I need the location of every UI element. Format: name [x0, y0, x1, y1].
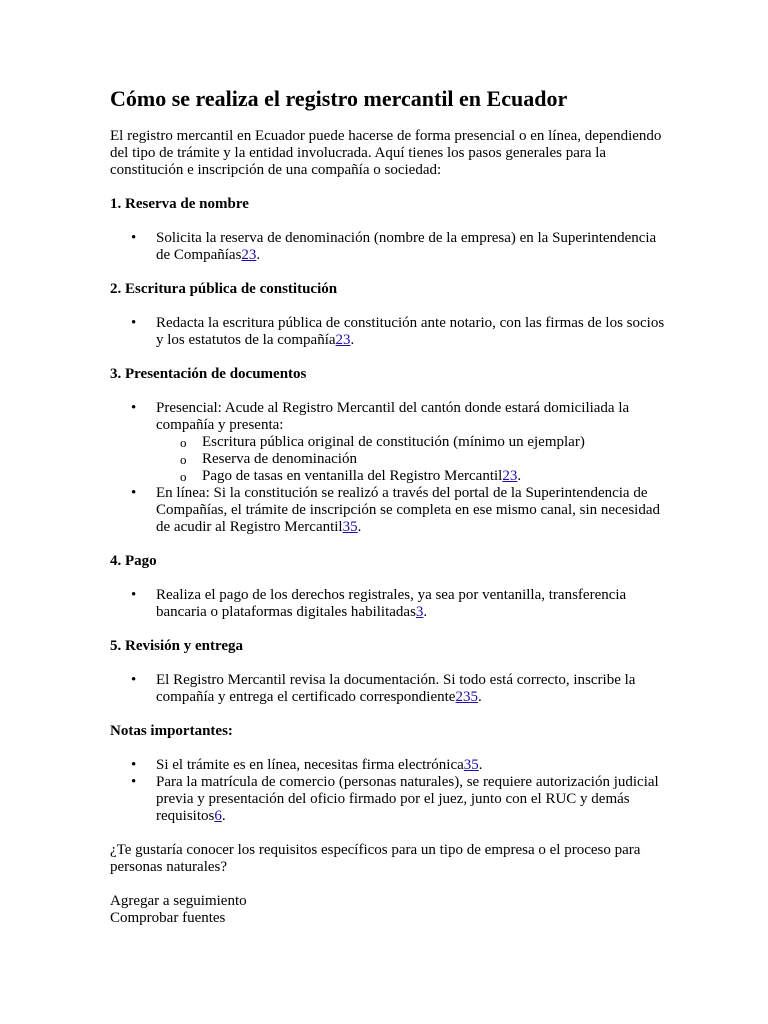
bullet-list — [110, 672, 670, 706]
section-heading: 3. Presentación de documentos — [110, 366, 307, 382]
list-item — [110, 485, 670, 536]
item-text: Para la matrícula de comercio (personas naturales), se requiere autorización judicial previa y presentación del oficio firmado por el juez, junto con el RUC y demás requisitos — [156, 774, 659, 824]
check-sources-action[interactable]: Comprobar fuentes — [110, 910, 226, 926]
citation-link[interactable]: 3 — [415, 604, 424, 620]
bullet-list — [110, 400, 670, 536]
item-text: Escritura pública original de constitución (mínimo un ejemplar) — [202, 434, 585, 450]
section-heading: 1. Reserva de nombre — [110, 196, 249, 212]
citation-link[interactable]: 35 — [463, 757, 479, 773]
section-heading: 4. Pago — [110, 553, 157, 569]
citation-link[interactable]: 235 — [455, 689, 478, 705]
citation-link[interactable]: 6 — [214, 808, 222, 824]
item-punctuation: . — [357, 519, 362, 535]
note-item — [110, 774, 670, 825]
citation-link[interactable]: 23 — [241, 247, 257, 263]
item-punctuation: . — [517, 468, 522, 484]
sub-list — [156, 434, 670, 485]
item-text: El Registro Mercantil revisa la documentación. Si todo está correcto, inscribe la compañía y entrega el certificado correspondiente — [156, 672, 636, 705]
sub-list-item — [156, 434, 670, 451]
list-item — [110, 672, 670, 706]
item-text: Si el trámite es en línea, necesitas firma electrónica — [156, 757, 464, 773]
item-text: En línea: Si la constitución se realizó a través del portal de la Superintendencia de Compañías, el trámite de inscripción se completa en ese mismo canal, sin necesidad de acudir al Registro Mercantil — [156, 485, 661, 535]
section-heading: 5. Revisión y entrega — [110, 638, 244, 654]
intro-paragraph: El registro mercantil en Ecuador puede hacerse de forma presencial o en línea, dependiendo del tipo de trámite y la entidad involucrada. Aquí tienes los pasos generales para la constitución e inscripción de una compañía o sociedad: — [110, 128, 662, 178]
list-item — [110, 587, 670, 621]
steps-container — [110, 196, 670, 706]
citation-link[interactable]: 23 — [335, 332, 351, 348]
bullet-list — [110, 230, 670, 264]
item-punctuation: . — [221, 808, 226, 824]
sub-list-item — [156, 468, 670, 485]
page-title: Cómo se realiza el registro mercantil en Ecuador — [110, 86, 568, 111]
sub-list-item — [156, 451, 670, 468]
notes-list — [110, 757, 670, 825]
section-heading: 2. Escritura pública de constitución — [110, 281, 338, 297]
item-punctuation: . — [423, 604, 428, 620]
follow-up-question: ¿Te gustaría conocer los requisitos específicos para un tipo de empresa o el proceso para personas naturales? — [110, 842, 641, 875]
notes-heading: Notas importantes: — [110, 723, 233, 739]
item-text: Solicita la reserva de denominación (nombre de la empresa) en la Superintendencia de Compañías — [156, 230, 657, 263]
list-item — [110, 400, 670, 485]
list-item — [110, 315, 670, 349]
item-text: Reserva de denominación — [202, 451, 357, 467]
item-punctuation: . — [477, 689, 482, 705]
item-text: Redacta la escritura pública de constitución ante notario, con las firmas de los socios y los estatutos de la compañía — [156, 315, 665, 348]
item-punctuation: . — [350, 332, 355, 348]
item-punctuation: . — [256, 247, 261, 263]
item-text: Presencial: Acude al Registro Mercantil del cantón donde estará domiciliada la compañía y presenta: — [156, 400, 630, 433]
bullet-list — [110, 587, 670, 621]
item-text: Pago de tasas en ventanilla del Registro Mercantil — [202, 468, 503, 484]
list-item — [110, 230, 670, 264]
item-punctuation: . — [478, 757, 483, 773]
bullet-list — [110, 315, 670, 349]
citation-link[interactable]: 23 — [502, 468, 518, 484]
add-to-follow-action[interactable]: Agregar a seguimiento — [110, 893, 247, 909]
note-item — [110, 757, 670, 774]
item-text: Realiza el pago de los derechos registrales, ya sea por ventanilla, transferencia bancaria o plataformas digitales habilitadas — [156, 587, 627, 620]
citation-link[interactable]: 35 — [342, 519, 358, 535]
document-content — [110, 86, 670, 927]
